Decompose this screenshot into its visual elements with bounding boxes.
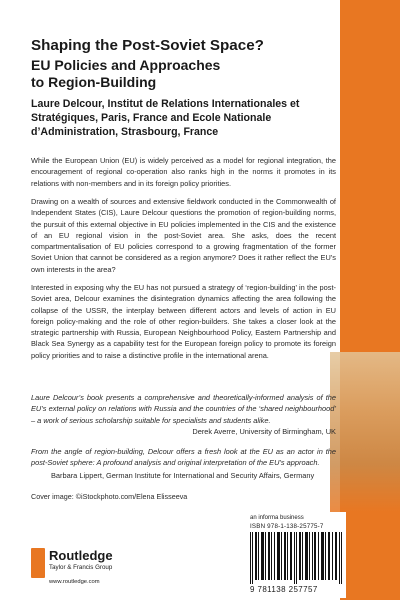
barcode-digits: 9 781138 257757 — [250, 585, 318, 594]
blurb-paragraph-1: While the European Union (EU) is widely perceived as a model for regional integration, the encouragement of regional co-operation also ranks high in the norms it promotes in its relations with non-members and in its foreign policy priorities. — [31, 156, 336, 188]
review-quote-1: Laure Delcour’s book presents a comprehensive and theoretically-informed analysis of the EU’s external policy on relations with Russia and the countries of the ‘shared neighbourhood’ – a work of serious scholarship suitable for specialists and students alike. — [31, 393, 336, 425]
author-affiliation: Laure Delcour, Institut de Relations Internationales et Stratégiques, Paris, France and Ecole Nationale d’Administration, Strasbourg, France — [31, 98, 300, 138]
cover-image-credit: Cover image: ©iStockphoto.com/Elena Elisseeva — [31, 492, 188, 501]
blurb-paragraph-2: Drawing on a wealth of sources and extensive fieldwork conducted in the Commonwealth of Independent States (CIS), Laure Delcour questions the promotion of region-building norms, the pursuit of this external objective in EU policies implemented in the CIS and the existence of an EU regional vision in the post-Soviet area. She asks, does the recent compartmentalisation of EU policies correspond to a growing fragmentation of the former Soviet Union that cannot be considered as a region anymore? Does it rather reflect the EU’s own interests in the area? — [31, 197, 336, 274]
barcode-block — [246, 512, 346, 598]
routledge-mark-icon — [31, 548, 45, 578]
publisher-logo — [31, 548, 191, 588]
barcode-icon — [250, 532, 342, 584]
subtitle-line-1: EU Policies and Approaches — [31, 57, 221, 73]
isbn-text: ISBN 978-1-138-25775-7 — [250, 523, 324, 530]
publisher-url: www.routledge.com — [49, 579, 100, 585]
subtitle-line-2: to Region-Building — [31, 74, 157, 90]
publisher-name: Routledge — [49, 548, 113, 563]
publisher-group: Taylor & Francis Group — [49, 564, 113, 571]
review-attribution-2: Barbara Lippert, German Institute for International and Security Affairs, Germany — [51, 471, 315, 480]
review-attribution-1: Derek Averre, University of Birmingham, UK — [192, 427, 336, 436]
cover-image-fragment — [330, 352, 400, 512]
blurb-paragraph-3: Interested in exposing why the EU has not pursued a strategy of ‘region-building’ in the post-Soviet area, Delcour examines the disintegration dynamics affecting the area following the collapse of the USSR, the interplay between different actors and levels of action in EU foreign policy-making and the role of other region-builders. She takes a closer look at the strategic partnership with Russia, European Neighbourhood Policy, Eastern Partnership and Black Sea Synergy as a capability test for the European foreign policy to promote its foreign policy priorities and to raise a distinctive profile in the international arena. — [31, 283, 336, 360]
book-title: Shaping the Post-Soviet Space? — [31, 37, 264, 54]
book-subtitle — [31, 57, 341, 91]
informa-business-label: an informa business — [250, 515, 304, 521]
review-quote-2: From the angle of region-building, Delcour offers a fresh look at the EU as an actor in the post-Soviet sphere: A profound analysis and original interpretation of the EU’s approach. — [31, 447, 336, 468]
